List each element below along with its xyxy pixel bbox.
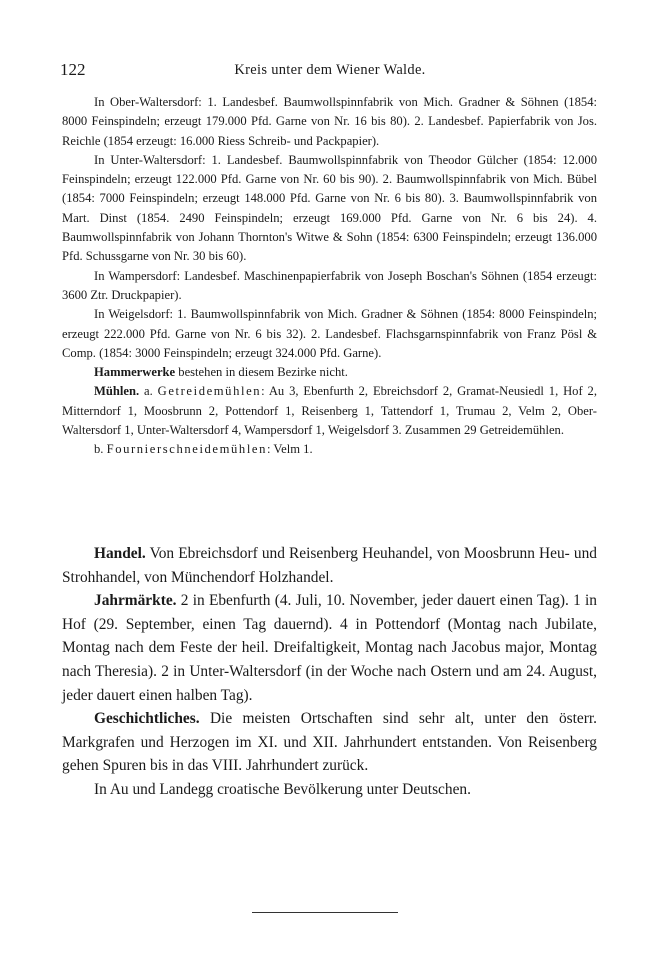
page-number: 122 bbox=[60, 60, 86, 79]
muehlen-heading: Mühlen. bbox=[94, 384, 140, 399]
factories-section bbox=[62, 93, 597, 460]
paragraph-geschichtliches bbox=[62, 707, 597, 778]
handel-text: Von Ebreichsdorf und Reisenberg Heuhandel, von Moosbrunn Heu- und Strohhandel, von Münchendorf Holzhandel. bbox=[62, 545, 597, 586]
paragraph-handel bbox=[62, 542, 597, 589]
muehlen-text: : Au 3, Ebenfurth 2, Ebreichsdorf 2, Gramat-Neusiedl 1, Hof 2, Mitterndorf 1, Moosbrunn 2, Pottendorf 1, Reisenberg 1, Tattendorf 1, Trumau 2, Velm 2, Ober-Waltersdorf 1, Unter-Waltersdorf 4, Wampersdorf 1, Weigelsdorf 3. Zusammen 29 Getreidemühlen. bbox=[62, 384, 597, 438]
fournier-text: : Velm 1. bbox=[267, 442, 313, 457]
main-section bbox=[62, 542, 597, 802]
getreidemuehlen-label: Getreidemühlen bbox=[157, 384, 262, 399]
paragraph-bevoelkerung: In Au und Landegg croatische Bevölkerung unter Deutschen. bbox=[94, 780, 471, 798]
hammerwerke-heading: Hammerwerke bbox=[94, 365, 176, 380]
footer-rule bbox=[252, 912, 398, 913]
paragraph-jahrmaerkte bbox=[62, 589, 597, 707]
paragraph-weigelsdorf: In Weigelsdorf: 1. Baumwollspinnfabrik von Mich. Gradner & Söhnen (1854: 8000 Feinspindeln; erzeugt 222.000 Pfd. Garne von Nr. 6 bis 32). 2. Landesbef. Flachsgarnspinnfabrik von Franz Pösl & Comp. (1854: 3000 Feinspindeln; erzeugt 324.000 Pfd. Garne). bbox=[62, 307, 597, 360]
jahrmaerkte-text: 2 in Ebenfurth (4. Juli, 10. November, jeder dauert einen Tag). 1 in Hof (29. September, einen Tag dauernd). 4 in Pottendorf (Montag nach Jubilate, Montag nach dem Feste der heil. Dreifaltigkeit, Montag nach Jacobus major, Montag nach Theresia). 2 in Unter-Waltersdorf (in der Woche nach Ostern und am 24. August, jeder dauert einen halben Tag). bbox=[62, 592, 597, 704]
page-header bbox=[60, 60, 600, 84]
paragraph-wampersdorf: In Wampersdorf: Landesbef. Maschinenpapierfabrik von Joseph Boschan's Söhnen (1854 erzeugt: 3600 Ztr. Druckpapier). bbox=[62, 268, 597, 302]
geschichtliches-heading: Geschichtliches. bbox=[94, 710, 200, 728]
paragraph-unter-waltersdorf: In Unter-Waltersdorf: 1. Landesbef. Baumwollspinnfabrik von Theodor Gülcher (1854: 12.000 Feinspindeln; erzeugt 122.000 Pfd. Garne von Nr. 60 bis 90). 2. Baumwollspinnfabrik von Mich. Bübel (1854: 7000 Feinspindeln; erzeugt 148.000 Pfd. Garne von Nr. 6 bis 80). 3. Baumwollspinnfabrik von Mart. Dinst (1854. 2490 Feinspindeln; erzeugt 169.000 Pfd. Garne von Nr. 6 bis 24). 4. Baumwollspinnfabrik von Johann Thornton's Witwe & Sohn (1854: 6300 Feinspindeln; erzeugt 136.000 Pfd. Schussgarne von Nr. 30 bis 60). bbox=[62, 152, 597, 264]
fournier-prefix: b. bbox=[94, 442, 107, 457]
paragraph-muehlen bbox=[62, 382, 597, 440]
paragraph-ober-waltersdorf: In Ober-Waltersdorf: 1. Landesbef. Baumwollspinnfabrik von Mich. Gradner & Söhnen (1854: 8000 Feinspindeln; erzeugt 179.000 Pfd. Garne von Nr. 16 bis 80). 2. Landesbef. Papierfabrik von Jos. Reichle (1854 erzeugt: 16.000 Riess Schreib- und Packpapier). bbox=[62, 95, 597, 148]
fournier-label: Fournierschneidemühlen bbox=[106, 442, 267, 457]
geschichtliches-text: Die meisten Ortschaften sind sehr alt, unter den österr. Markgrafen und Herzogen im XI. und XII. Jahrhundert entstanden. Von Reisenberg gehen Spuren bis in das VIII. Jahrhundert zurück. bbox=[62, 710, 597, 775]
muehlen-prefix: a. bbox=[139, 384, 158, 399]
hammerwerke-text: bestehen in diesem Bezirke nicht. bbox=[175, 365, 348, 380]
paragraph-hammerwerke bbox=[62, 363, 597, 382]
handel-heading: Handel. bbox=[94, 545, 146, 562]
running-head: Kreis unter dem Wiener Walde. bbox=[234, 62, 426, 78]
jahrmaerkte-heading: Jahrmärkte. bbox=[94, 592, 177, 610]
paragraph-fournier bbox=[62, 440, 597, 459]
